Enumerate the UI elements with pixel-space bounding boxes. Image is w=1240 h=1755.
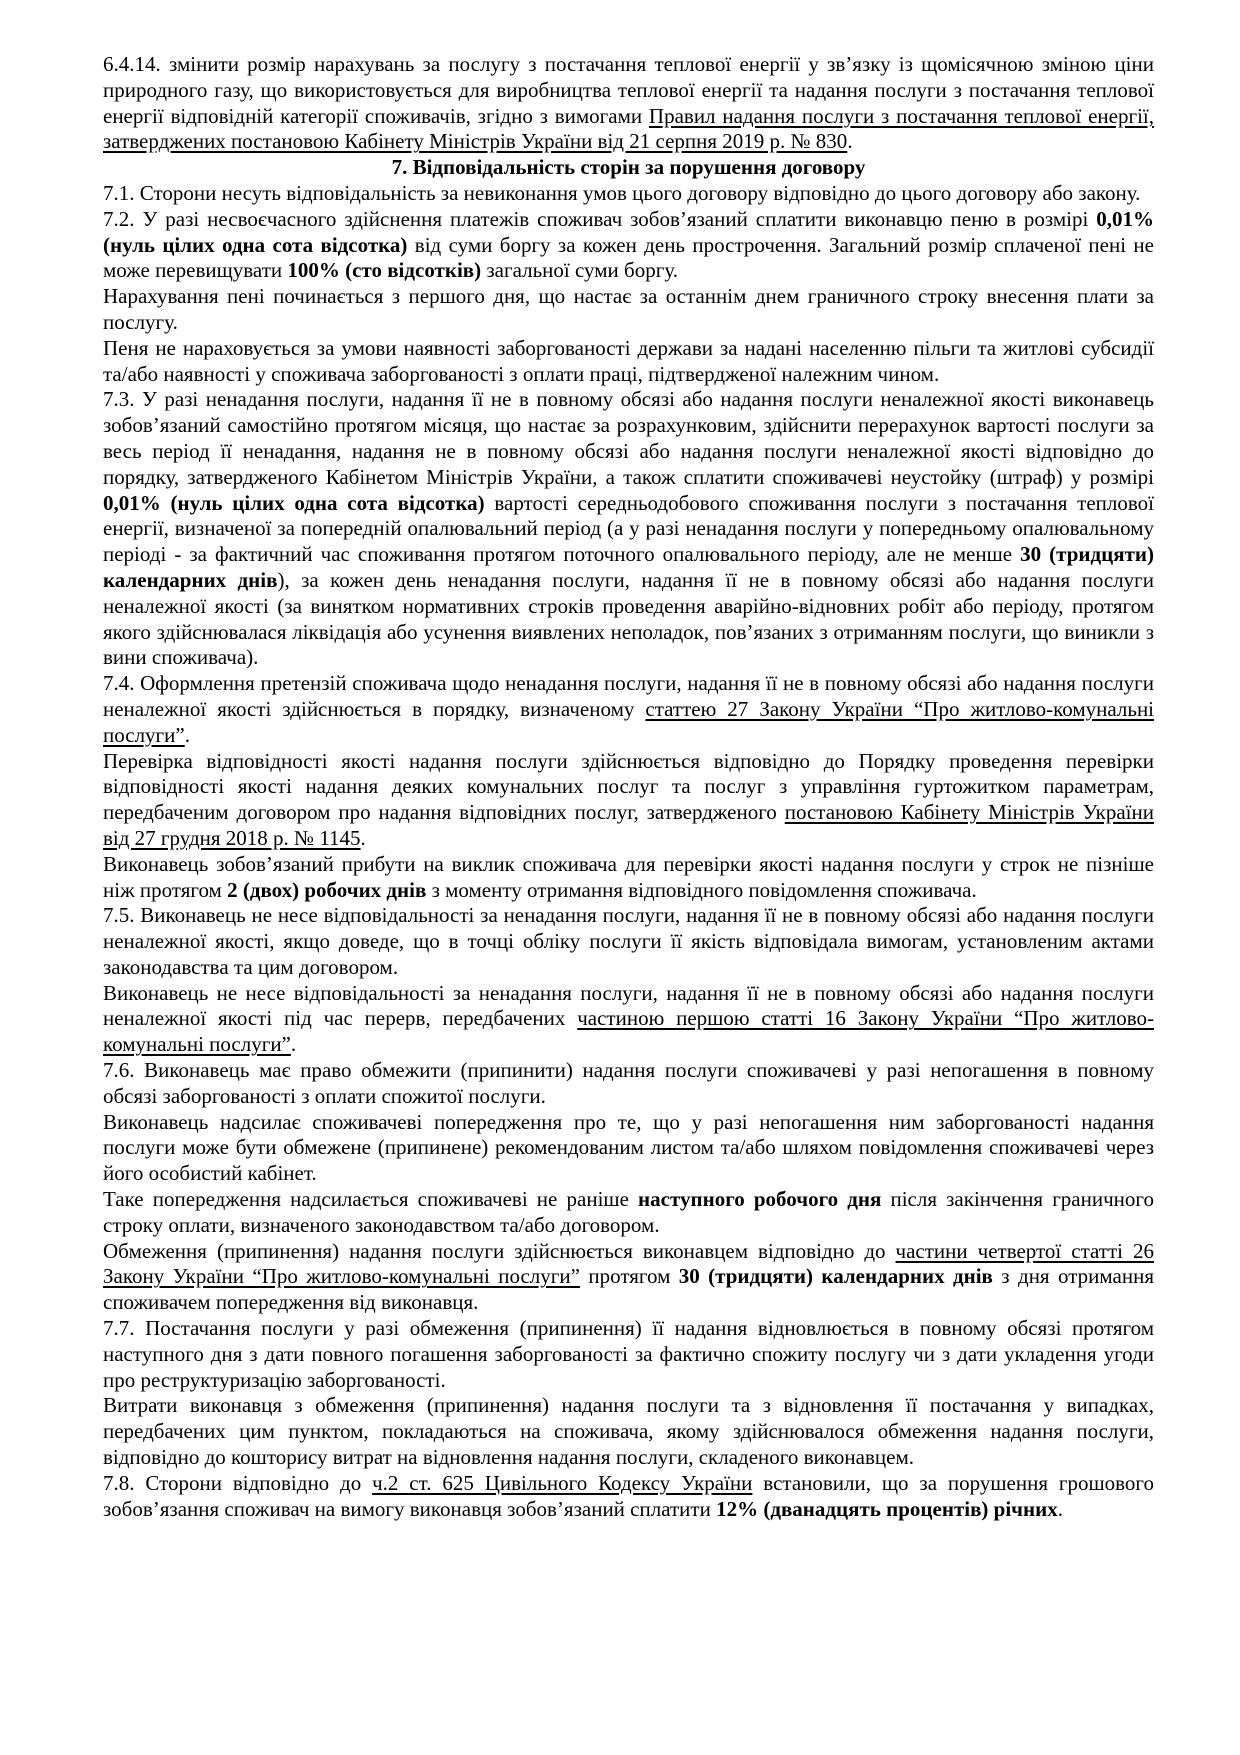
text-run: 7. Відповідальність сторін за порушення договору — [391, 155, 866, 180]
text-run: 100% (сто відсотків) — [287, 258, 482, 283]
text-run: вартості середньодобового споживання послуги з постачання теплової енергії, визначеної за попередній опалювальний період (а у разі ненадання послуги у попередньому опалювальному періоді - за фактичний час споживання протягом поточного опалювального періоду, але не менше — [103, 490, 1154, 567]
text-run: Виконавець надсилає споживачеві попередження про те, що у разі непогашення ним заборгованості надання послуги може бути обмежене (припинене) рекомендованим листом та/або шляхом повідомлення споживачеві через його особистий кабінет. — [103, 1109, 1154, 1186]
paragraph — [103, 1187, 1154, 1239]
text-run: 0,01% (нуль цілих одна сота відсотка) — [103, 206, 1154, 257]
legal-reference: частини четвертої статті 26 Закону України “Про житлово-комунальні послуги” — [103, 1238, 1154, 1289]
text-run: 30 (тридцяти) календарних днів — [103, 542, 1154, 592]
section-heading — [103, 155, 1154, 181]
paragraph — [103, 671, 1154, 748]
document-body — [103, 52, 1154, 1522]
paragraph — [103, 1316, 1154, 1393]
text-run: Нарахування пені починається з першого дня, що настає за останнім днем граничного строку внесення плати за послугу. — [103, 284, 1154, 334]
text-run: Пеня не нараховується за умови наявності заборгованості держави за надані населенню пільги та житлові субсидії та/або наявності у споживача заборгованості з оплати праці, підтвердженої належним чином. — [103, 335, 1154, 386]
legal-reference: постановою Кабінету Міністрів України від 27 грудня 2018 р. № 1145 — [103, 800, 1154, 850]
text-run: після закінчення граничного строку оплати, визначеного законодавством та/або договором. — [103, 1187, 1154, 1237]
text-run: . — [847, 129, 853, 154]
text-run: з моменту отримання відповідного повідомлення споживача. — [426, 877, 977, 902]
paragraph — [103, 1058, 1154, 1110]
paragraph — [103, 1471, 1154, 1523]
paragraph — [103, 336, 1154, 388]
paragraph — [103, 1110, 1154, 1187]
text-run: 12% (дванадцять процентів) річних — [716, 1496, 1058, 1521]
text-run: 7.8. Сторони відповідно до — [103, 1470, 373, 1495]
text-run: 6.4.14. змінити розмір нарахувань за послугу з постачання теплової енергії у зв’язку із щомісячною зміною ціни природного газу, що використовується для виробництва теплової енергії та надання послуги з постачання теплової енергії відповідній категорії споживачів, згідно з вимогами — [103, 52, 1154, 128]
legal-reference: Правил надання послуги з постачання теплової енергії, затверджених постановою Кабінету Міністрів України від 21 серпня 2019 р. № 830 — [103, 103, 1154, 154]
text-run: 7.3. У разі ненадання послуги, надання її не в повному обсязі або надання послуги неналежної якості виконавець зобов’язаний самостійно протягом місяця, що настає за розрахунковим, здійснити перерахунок вартості послуги за весь період її ненадання, надання не в повному обсязі або надання послуги неналежної якості відповідно до порядку, затвердженого Кабінетом Міністрів України, а також сплатити споживачеві неустойку (штраф) у розмірі — [103, 387, 1154, 489]
paragraph — [103, 181, 1154, 207]
text-run: встановили, що за порушення грошового зобов’язання споживач на вимогу виконавця зобов’язаний сплатити — [103, 1470, 1155, 1521]
text-run: від суми боргу за кожен день прострочення. Загальний розмір сплаченої пені не може перевищувати — [103, 232, 1154, 283]
paragraph — [103, 1239, 1154, 1316]
text-run: . — [1057, 1496, 1063, 1521]
legal-reference: частиною першою статті 16 Закону України “Про житлово-комунальні послуги” — [103, 1006, 1155, 1057]
paragraph — [103, 981, 1154, 1058]
paragraph — [103, 749, 1154, 852]
text-run: Виконавець зобов’язаний прибути на виклик споживача для перевірки якості надання послуги у строк не пізніше ніж протягом — [103, 851, 1154, 902]
text-run: Обмеження (припинення) надання послуги здійснюється виконавцем відповідно до — [103, 1238, 896, 1263]
text-run: . — [290, 1032, 297, 1057]
text-run: 0,01% (нуль цілих одна сота відсотка) — [103, 490, 485, 515]
text-run: 7.7. Постачання послуги у разі обмеження (припинення) її надання відновлюється в повному обсязі протягом наступного дня з дати повного погашення заборгованості за фактично спожиту послугу чи з дати укладення угоди про реструктуризацію заборгованості. — [103, 1316, 1154, 1392]
paragraph — [103, 207, 1154, 284]
text-run: . — [360, 825, 366, 850]
text-run: Таке попередження надсилається споживачеві не раніше — [103, 1187, 639, 1212]
paragraph — [103, 903, 1154, 980]
text-run: 7.6. Виконавець має право обмежити (припинити) надання послуги споживачеві у разі непогашення в повному обсязі заборгованості з оплати спожитої послуги. — [103, 1058, 1154, 1108]
paragraph — [103, 852, 1154, 904]
paragraph — [103, 1393, 1154, 1470]
text-run: . — [184, 722, 190, 747]
text-run: 7.2. У разі несвоєчасного здійснення платежів споживач зобов’язаний сплатити виконавцю пеню в розмірі — [103, 206, 1097, 231]
legal-reference: статтею 27 Закону України “Про житлово-комунальні послуги” — [103, 696, 1155, 747]
text-run: Виконавець не несе відповідальності за ненадання послуги, надання її не в повному обсязі або надання послуги неналежної якості під час перерв, передбачених — [103, 980, 1154, 1031]
text-run: 2 (двох) робочих днів — [227, 877, 427, 902]
legal-reference: ч.2 ст. 625 Цивільного Кодексу України — [372, 1470, 753, 1495]
paragraph — [103, 52, 1154, 155]
text-run: протягом — [579, 1264, 679, 1289]
paragraph — [103, 284, 1154, 336]
text-run: ), за кожен день ненадання послуги, надання її не в повному обсязі або надання послуги неналежної якості (за винятком нормативних строків проведення аварійно-відновних робіт або періоду, протягом якого здійснювалася ліквідація або усунення виявлених неполадок, пов’язаних з отриманням послуги, що виникли з вини споживача). — [103, 567, 1154, 670]
text-run: 7.5. Виконавець не несе відповідальності за ненадання послуги, надання її не в повному обсязі або надання послуги неналежної якості, якщо доведе, що в точці обліку послуги її якість відповідала вимогам, установленим актами законодавства та цим договором. — [103, 903, 1154, 979]
text-run: Перевірка відповідності якості надання послуги здійснюється відповідно до Порядку проведення перевірки відповідності якості надання деяких комунальних послуг та послуг з управління гуртожитком параметрам, передбаченим договором про надання відповідних послуг, затвердженого — [103, 748, 1154, 825]
text-run: загальної суми боргу. — [481, 258, 678, 283]
text-run: 7.1. Сторони несуть відповідальність за невиконання умов цього договору відповідно до цього договору або закону. — [103, 180, 1141, 205]
text-run: з дня отримання споживачем попередження від виконавця. — [103, 1264, 1154, 1315]
text-run: Витрати виконавця з обмеження (припинення) надання послуги та з відновлення її постачання у випадках, передбачених цим пунктом, покладаються на споживача, якому здійснювалося обмеження надання послуги, відповідно до кошторису витрат на відновлення надання послуги, складеного виконавцем. — [103, 1393, 1154, 1470]
paragraph — [103, 387, 1154, 671]
text-run: 7.4. Оформлення претензій споживача щодо ненадання послуги, надання її не в повному обсязі або надання послуги неналежної якості здійснюється в порядку, визначеному — [103, 671, 1154, 721]
text-run: наступного робочого дня — [638, 1187, 882, 1212]
text-run: 30 (тридцяти) календарних днів — [678, 1264, 993, 1289]
